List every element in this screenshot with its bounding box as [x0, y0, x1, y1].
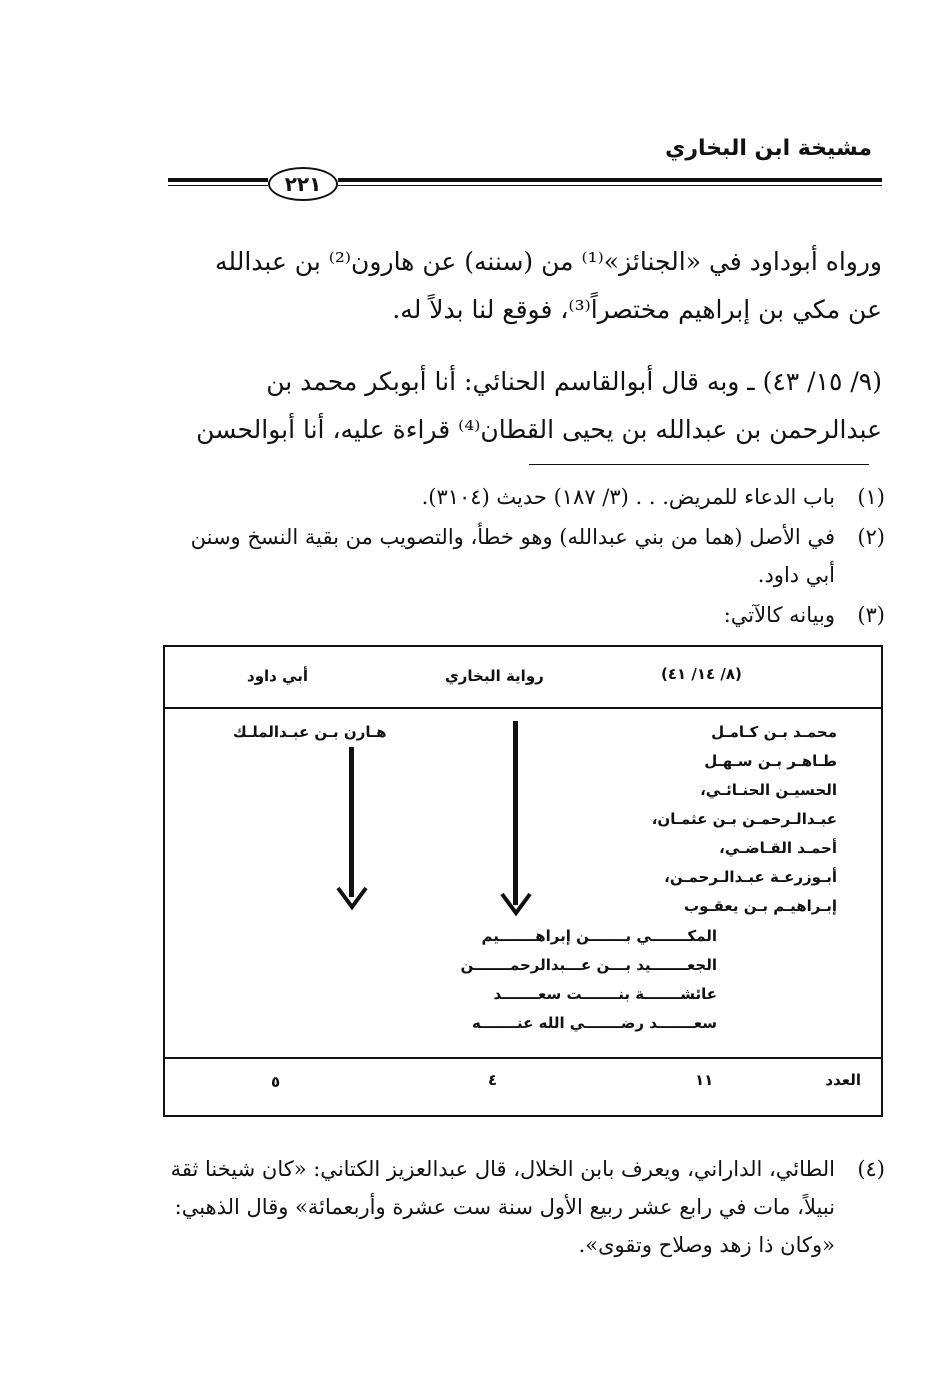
paragraph-1-line-2: عن مكي بن إبراهيم مختصراً⁽³⁾، فوقع لنا بدلاً له. — [392, 295, 882, 324]
count-col-1: ١١ — [695, 1071, 714, 1089]
chain-item: عبـدالـرحمـن بـن عثمـان، — [651, 810, 837, 828]
paragraph-2-line-1: (٩/ ١٥/ ٤٣) ـ وبه قال أبوالقاسم الحنائي: أنا أبوبكر محمد بن — [266, 367, 882, 396]
footnote-2 — [165, 518, 885, 594]
footnote-1 — [165, 478, 885, 516]
footnote-3-number: (٣) — [857, 603, 885, 627]
table-header-col-2: رواية البخاري — [445, 667, 544, 685]
count-col-3: ٥ — [271, 1073, 281, 1091]
chain-item: أبـوزرعـة عبـدالـرحمـن، — [664, 868, 837, 886]
chain-item: محمـد بـن كـامـل — [711, 723, 837, 741]
arrow-bukhari-shaft — [513, 721, 518, 905]
arrow-abu-dawud-shaft — [349, 747, 354, 897]
merged-chain-item: الجعـــــــيد بـــن عـــبدالرحمـــــــن — [460, 956, 717, 974]
chain-item: إبـراهيـم بـن يعقـوب — [684, 897, 837, 915]
footnote-1-number: (١) — [857, 485, 885, 509]
arrow-abu-dawud-head — [335, 885, 369, 911]
isnad-comparison-table — [163, 645, 883, 1117]
chain-item: الحسيـن الحنـائـي، — [700, 781, 837, 799]
footnote-4-text: الطائي، الداراني، ويعرف بابن الخلال، قال عبدالعزيز الكتاني: «كان شيخنا ثقة نبيلاً، مات في رابع عشر ربيع الأول سنة ست عشرة وأربعمائة» وقال الذهبي: «وكان ذا زهد وصلاح وتقوى». — [170, 1157, 835, 1257]
footnote-2-number: (٢) — [857, 525, 885, 549]
footnote-4 — [165, 1150, 885, 1264]
paragraph-2 — [162, 358, 882, 454]
footnote-1-text: باب الدعاء للمريض. . . (٣/ ١٨٧) حديث (٣١٠٤). — [421, 485, 835, 509]
paragraph-1 — [162, 238, 882, 334]
chain-item: طـاهـر بـن سـهـل — [704, 752, 837, 770]
running-header-title: مشيخة ابن البخاري — [665, 136, 872, 161]
footnote-3 — [165, 596, 885, 634]
header-rule-left-thin — [168, 185, 268, 186]
page-number: ٢٢١ — [268, 167, 338, 201]
table-footer-divider — [165, 1057, 881, 1059]
paragraph-1-line-1: ورواه أبوداود في «الجنائز»⁽¹⁾ من (سننه) عن هارون⁽²⁾ بن عبدالله — [215, 247, 882, 276]
chain-item: أحمـد القـاضـي، — [719, 839, 837, 857]
footnote-2-text: في الأصل (هما من بني عبدالله) وهو خطأ، والتصويب من بقية النسخ وسنن أبي داود. — [190, 525, 835, 587]
count-label: العدد — [825, 1071, 861, 1089]
arrow-bukhari-head — [499, 891, 533, 917]
merged-chain-item: سعـــــــد رضـــــــي الله عنـــــــه — [472, 1014, 717, 1032]
table-header-divider — [165, 707, 881, 709]
table-header-col-1: (٨/ ١٤/ ٤١) — [661, 665, 742, 683]
merged-chain-item: عائشـــــــة بنـــــــت سعـــــــد — [493, 985, 717, 1003]
footnote-4-number: (٤) — [857, 1157, 885, 1181]
merged-chain-item: المكـــــــي بـــــــن إبراهـــــــيم — [481, 927, 717, 945]
count-col-2: ٤ — [488, 1071, 498, 1089]
paragraph-2-line-2: عبدالرحمن بن عبدالله بن يحيى القطان⁽⁴⁾ قراءة عليه، أنا أبوالحسن — [196, 415, 882, 444]
col-3-top-narrator: هـارن بـن عبـدالملـك — [233, 723, 387, 741]
footnote-3-text: وبيانه كالآتي: — [723, 603, 835, 627]
header-rule-right-thick — [338, 178, 882, 182]
header-rule-right-thin — [338, 185, 882, 186]
table-header-col-3: أبي داود — [247, 667, 309, 685]
footnote-separator — [529, 464, 869, 465]
header-rule-left-thick — [168, 178, 268, 182]
